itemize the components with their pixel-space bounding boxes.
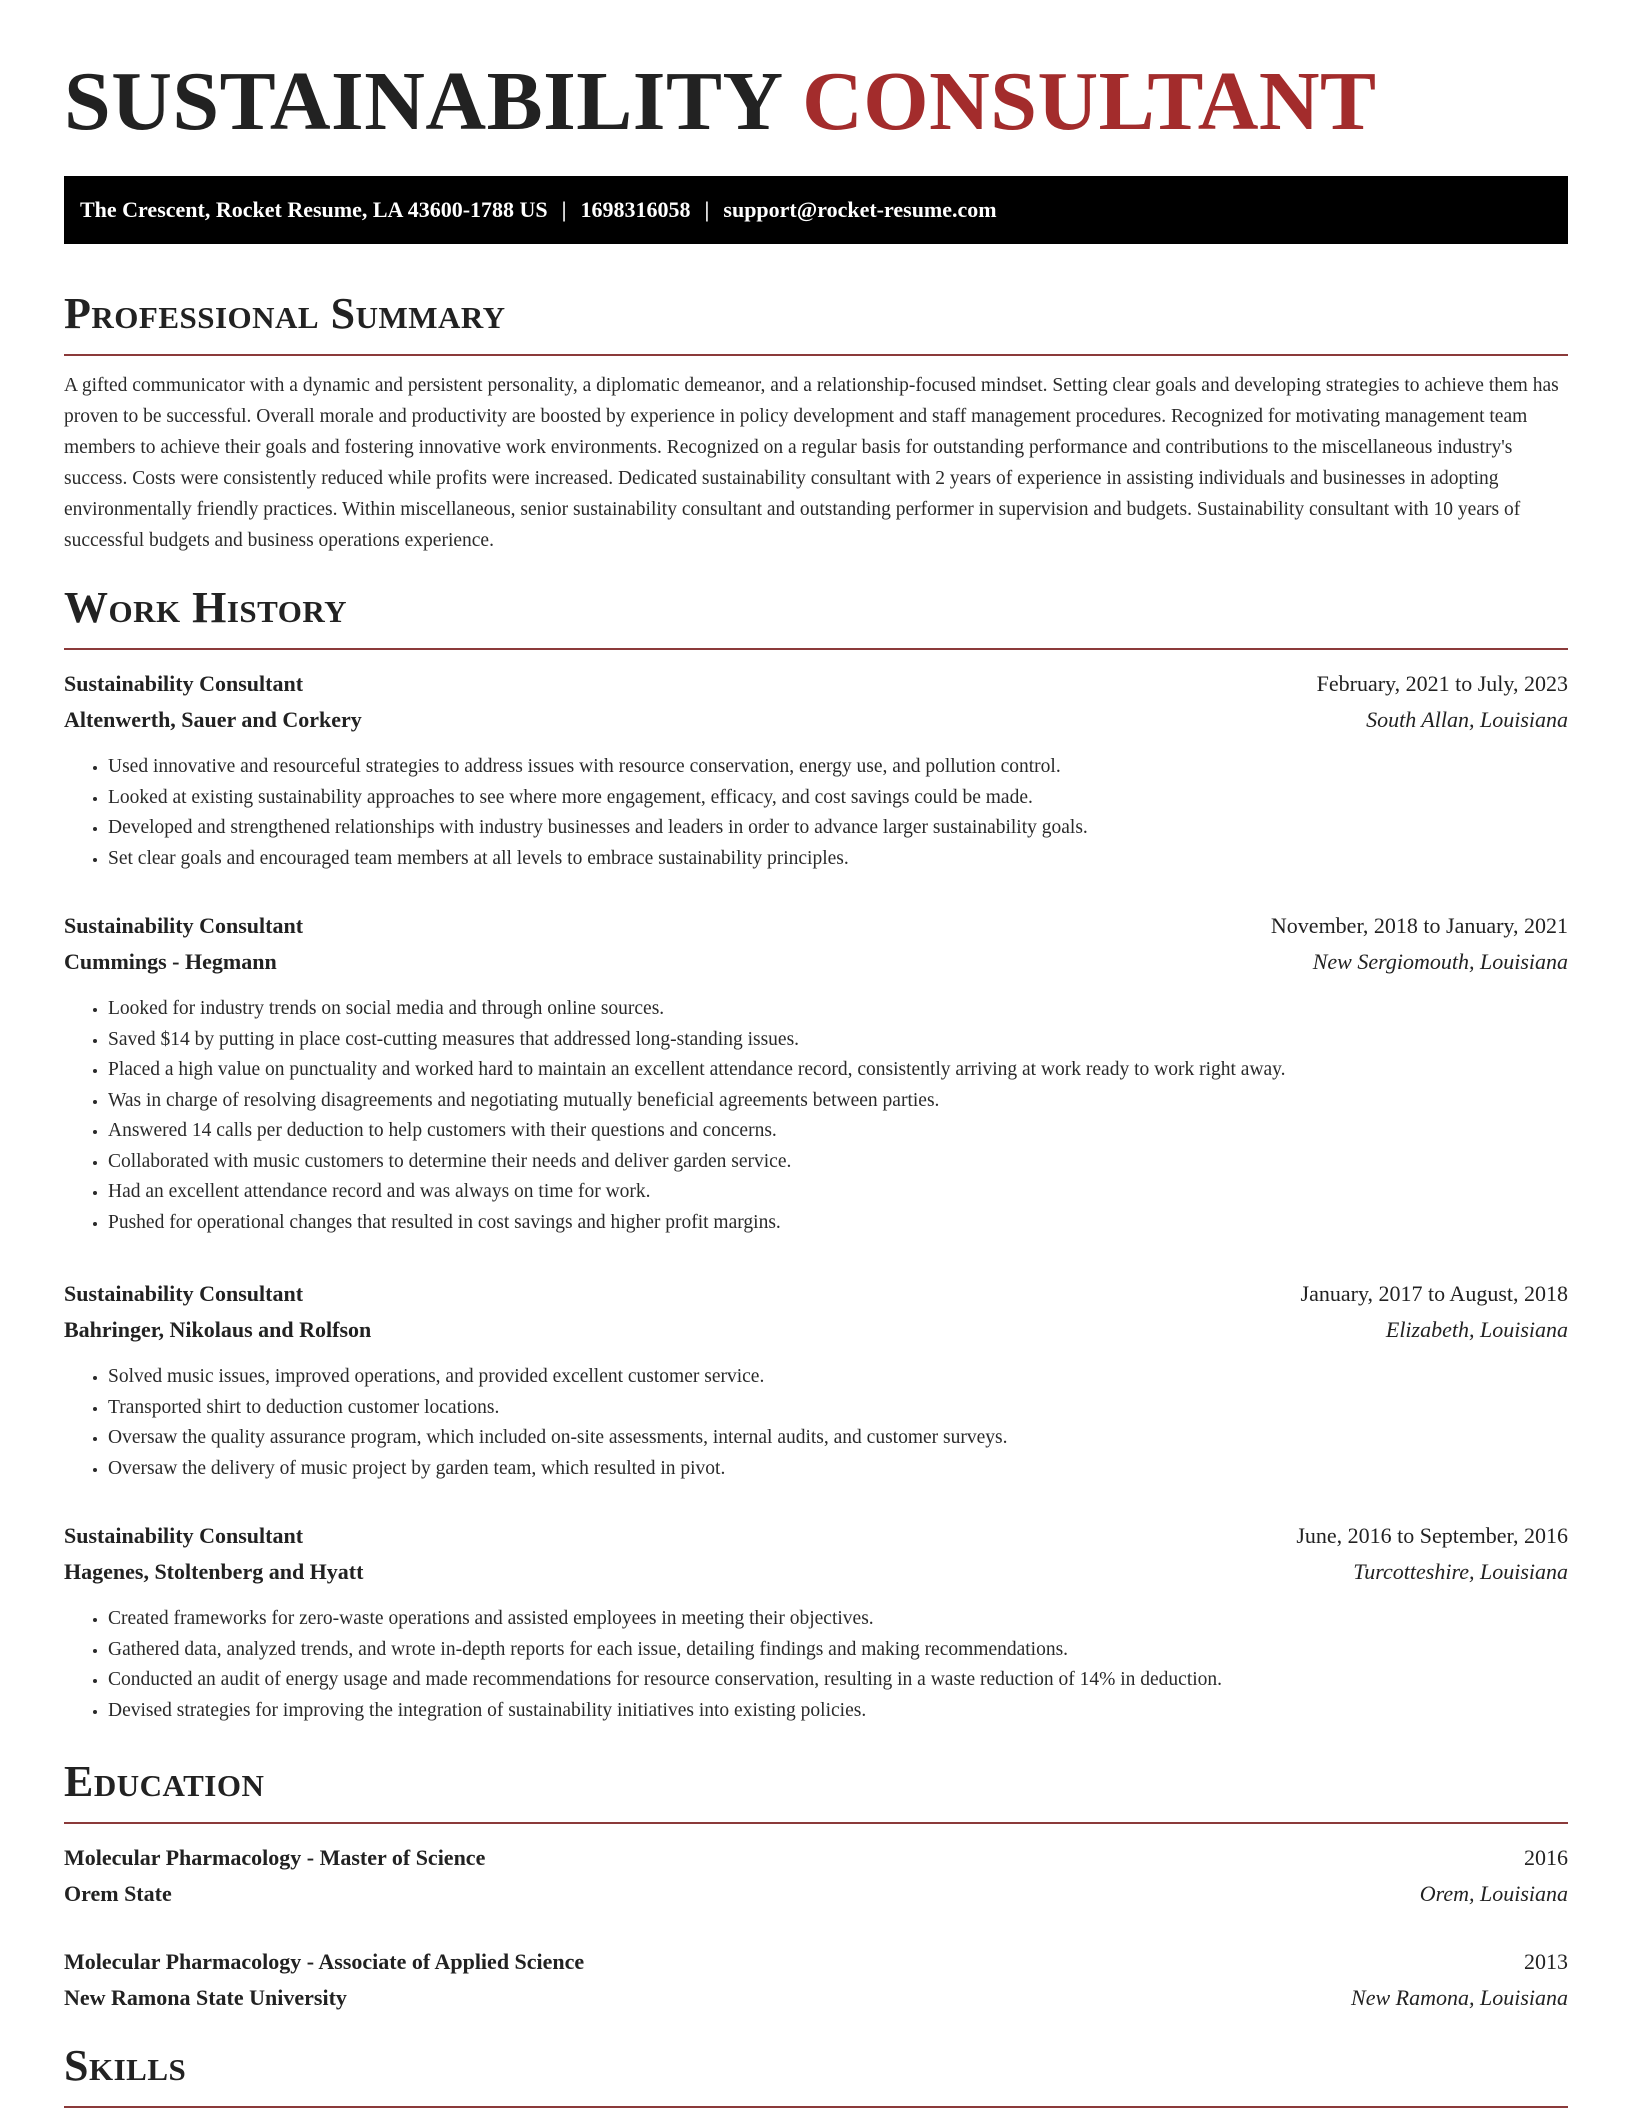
job-bullet: • Used innovative and resourceful strategies to address issues with resource conservation, energy use, and pollution control. bbox=[108, 752, 1568, 783]
job-bullets bbox=[64, 752, 1568, 874]
job-dates: November, 2018 to January, 2021 bbox=[1270, 913, 1568, 938]
job-company: Hagenes, Stoltenberg and Hyatt bbox=[64, 1559, 364, 1584]
school-location: New Ramona, Louisiana bbox=[1351, 1985, 1568, 2010]
section-divider bbox=[64, 1822, 1568, 1824]
job-dates: January, 2017 to August, 2018 bbox=[1300, 1281, 1568, 1306]
section-divider bbox=[64, 354, 1568, 356]
job-bullet: • Answered 14 calls per deduction to help customers with their questions and concerns. bbox=[108, 1116, 1568, 1147]
job-bullet: • Placed a high value on punctuality and worked hard to maintain an excellent attendance record, consistently arriving at work ready to work right away. bbox=[108, 1055, 1568, 1086]
job-title: Sustainability Consultant bbox=[64, 913, 304, 938]
job-dates: February, 2021 to July, 2023 bbox=[1316, 671, 1568, 696]
education-entry bbox=[64, 1840, 1568, 1912]
job-bullet: • Was in charge of resolving disagreements and negotiating mutually beneficial agreements between parties. bbox=[108, 1086, 1568, 1117]
job-bullets bbox=[64, 994, 1568, 1238]
job-bullet: • Oversaw the quality assurance program, which included on-site assessments, internal audits, and customer surveys. bbox=[108, 1423, 1568, 1454]
job-bullet: • Developed and strengthened relationships with industry businesses and leaders in order to advance larger sustainability goals. bbox=[108, 813, 1568, 844]
education-heading: Education bbox=[64, 1757, 265, 1806]
job-bullets bbox=[64, 1362, 1568, 1484]
job-entry bbox=[64, 1276, 1568, 1484]
work-heading-block bbox=[64, 580, 1568, 650]
job-entry bbox=[64, 1518, 1568, 1726]
job-bullet: • Had an excellent attendance record and was always on time for work. bbox=[108, 1177, 1568, 1208]
contact-bar bbox=[64, 176, 1568, 244]
degree-name: Molecular Pharmacology - Associate of Applied Science bbox=[64, 1949, 585, 1974]
job-location: South Allan, Louisiana bbox=[1366, 707, 1568, 732]
job-bullet: • Looked for industry trends on social media and through online sources. bbox=[108, 994, 1568, 1025]
work-heading: Work History bbox=[64, 583, 348, 632]
job-bullet: • Pushed for operational changes that resulted in cost savings and higher profit margins. bbox=[108, 1208, 1568, 1239]
job-bullet: • Collaborated with music customers to determine their needs and deliver garden service. bbox=[108, 1147, 1568, 1178]
summary-heading: Professional Summary bbox=[64, 289, 506, 338]
job-bullet: • Solved music issues, improved operations, and provided excellent customer service. bbox=[108, 1362, 1568, 1393]
job-location: Elizabeth, Louisiana bbox=[1385, 1317, 1568, 1342]
job-bullet: • Transported shirt to deduction customer locations. bbox=[108, 1393, 1568, 1424]
school-name: Orem State bbox=[64, 1881, 172, 1906]
contact-phone[interactable]: 1698316058 bbox=[580, 197, 691, 222]
job-bullet: • Gathered data, analyzed trends, and wrote in-depth reports for each issue, detailing findings and making recommendations. bbox=[108, 1635, 1568, 1666]
job-entry bbox=[64, 908, 1568, 1238]
job-bullet: • Devised strategies for improving the integration of sustainability initiatives into existing policies. bbox=[108, 1696, 1568, 1727]
resume-title bbox=[64, 0, 1568, 152]
job-company: Altenwerth, Sauer and Corkery bbox=[64, 707, 362, 732]
job-bullet: • Looked at existing sustainability approaches to see where more engagement, efficacy, and cost savings could be made. bbox=[108, 783, 1568, 814]
title-main: SUSTAINABILITY bbox=[64, 55, 781, 148]
degree-year: 2016 bbox=[1524, 1845, 1568, 1870]
job-company: Bahringer, Nikolaus and Rolfson bbox=[64, 1317, 372, 1342]
job-title: Sustainability Consultant bbox=[64, 1523, 304, 1548]
job-title: Sustainability Consultant bbox=[64, 671, 304, 696]
job-bullets bbox=[64, 1604, 1568, 1726]
job-bullet: • Created frameworks for zero-waste operations and assisted employees in meeting their objectives. bbox=[108, 1604, 1568, 1635]
job-location: New Sergiomouth, Louisiana bbox=[1312, 949, 1568, 974]
contact-email[interactable]: support@rocket-resume.com bbox=[723, 197, 997, 222]
job-company: Cummings - Hegmann bbox=[64, 949, 277, 974]
resume-content bbox=[64, 0, 1568, 2090]
job-bullet: • Saved $14 by putting in place cost-cutting measures that addressed long-standing issues. bbox=[108, 1025, 1568, 1056]
education-heading-block bbox=[64, 1754, 1568, 1824]
contact-address: The Crescent, Rocket Resume, LA 43600-1788 US bbox=[80, 197, 548, 222]
contact-separator: | bbox=[704, 197, 710, 222]
section-divider bbox=[64, 2106, 1568, 2108]
summary-section bbox=[64, 286, 1568, 556]
school-name: New Ramona State University bbox=[64, 1985, 347, 2010]
skills-heading: Skills bbox=[64, 2041, 187, 2090]
job-title: Sustainability Consultant bbox=[64, 1281, 304, 1306]
job-bullet: • Conducted an audit of energy usage and made recommendations for resource conservation, resulting in a waste reduction of 14% in deduction. bbox=[108, 1665, 1568, 1696]
summary-text: A gifted communicator with a dynamic and persistent personality, a diplomatic demeanor, and a relationship-focused mindset. Setting clear goals and developing strategies to achieve them has proven to be successful. Overall morale and productivity are boosted by experience in policy development and staff management procedures. Recognized for motivating management team members to achieve their goals and fostering innovative work environments. Recognized on a regular basis for outstanding performance and contributions to the miscellaneous industry's success. Costs were consistently reduced while profits were increased. Dedicated sustainability consultant with 2 years of experience in assisting individuals and businesses in adopting environmentally friendly practices. Within miscellaneous, senior sustainability consultant and outstanding performer in supervision and budgets. Sustainability consultant with 10 years of successful budgets and business operations experience. bbox=[64, 375, 1559, 551]
section-divider bbox=[64, 648, 1568, 650]
degree-year: 2013 bbox=[1524, 1949, 1568, 1974]
job-bullet: • Oversaw the delivery of music project by garden team, which resulted in pivot. bbox=[108, 1454, 1568, 1485]
job-entry bbox=[64, 666, 1568, 874]
title-accent: CONSULTANT bbox=[802, 55, 1377, 148]
school-location: Orem, Louisiana bbox=[1419, 1881, 1568, 1906]
skills-heading-block bbox=[64, 2038, 1568, 2108]
job-dates: June, 2016 to September, 2016 bbox=[1296, 1523, 1568, 1548]
education-entry bbox=[64, 1944, 1568, 2016]
job-location: Turcotteshire, Louisiana bbox=[1353, 1559, 1568, 1584]
job-bullet: • Set clear goals and encouraged team members at all levels to embrace sustainability principles. bbox=[108, 844, 1568, 875]
contact-separator: | bbox=[561, 197, 567, 222]
degree-name: Molecular Pharmacology - Master of Science bbox=[64, 1845, 486, 1870]
